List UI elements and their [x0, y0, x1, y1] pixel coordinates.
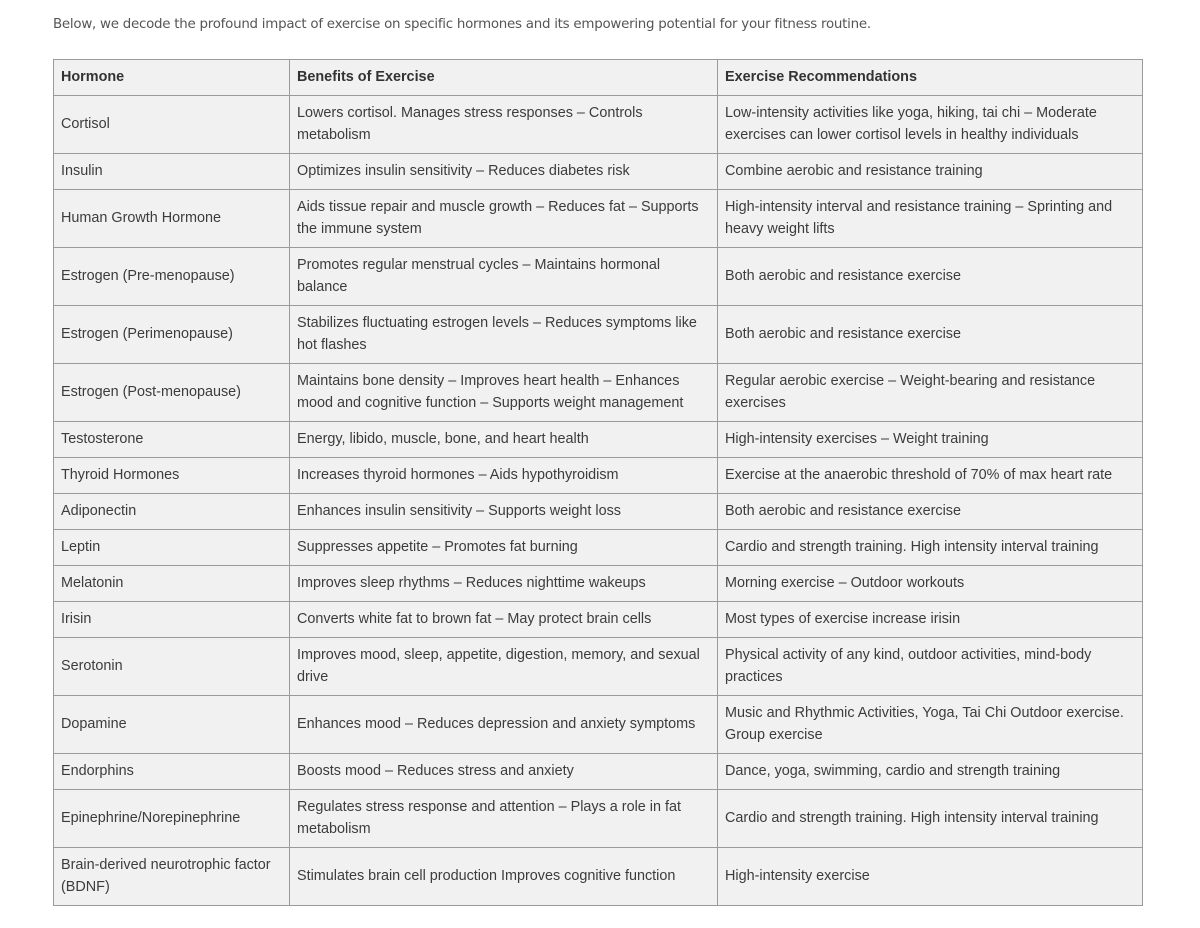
recommendations-cell: High-intensity exercise [718, 848, 1143, 906]
hormone-cell: Thyroid Hormones [54, 458, 290, 494]
table-row [54, 154, 1143, 190]
table-row [54, 602, 1143, 638]
hormone-cell: Cortisol [54, 96, 290, 154]
benefits-cell: Regulates stress response and attention – Plays a role in fat metabolism [290, 790, 718, 848]
recommendations-cell: Most types of exercise increase irisin [718, 602, 1143, 638]
hormone-exercise-table [53, 59, 1143, 906]
hormone-cell: Dopamine [54, 696, 290, 754]
recommendations-cell: High-intensity exercises – Weight training [718, 422, 1143, 458]
benefits-cell: Converts white fat to brown fat – May protect brain cells [290, 602, 718, 638]
hormone-cell: Leptin [54, 530, 290, 566]
recommendations-cell: Both aerobic and resistance exercise [718, 494, 1143, 530]
benefits-cell: Promotes regular menstrual cycles – Maintains hormonal balance [290, 248, 718, 306]
table-row [54, 566, 1143, 602]
hormone-cell: Estrogen (Pre-menopause) [54, 248, 290, 306]
hormone-cell: Insulin [54, 154, 290, 190]
hormone-cell: Estrogen (Post-menopause) [54, 364, 290, 422]
table-row [54, 754, 1143, 790]
benefits-cell: Boosts mood – Reduces stress and anxiety [290, 754, 718, 790]
recommendations-cell: Both aerobic and resistance exercise [718, 248, 1143, 306]
recommendations-cell: Cardio and strength training. High intensity interval training [718, 790, 1143, 848]
benefits-cell: Suppresses appetite – Promotes fat burning [290, 530, 718, 566]
hormone-cell: Adiponectin [54, 494, 290, 530]
table-row [54, 248, 1143, 306]
table-row [54, 696, 1143, 754]
benefits-cell: Improves mood, sleep, appetite, digestion, memory, and sexual drive [290, 638, 718, 696]
benefits-cell: Enhances insulin sensitivity – Supports weight loss [290, 494, 718, 530]
hormone-cell: Estrogen (Perimenopause) [54, 306, 290, 364]
benefits-cell: Maintains bone density – Improves heart health – Enhances mood and cognitive function – Supports weight management [290, 364, 718, 422]
hormone-cell: Human Growth Hormone [54, 190, 290, 248]
recommendations-cell: Cardio and strength training. High intensity interval training [718, 530, 1143, 566]
hormone-cell: Melatonin [54, 566, 290, 602]
hormone-cell: Brain-derived neurotrophic factor (BDNF) [54, 848, 290, 906]
hormone-cell: Irisin [54, 602, 290, 638]
header-recommendations: Exercise Recommendations [718, 60, 1143, 96]
table-row [54, 530, 1143, 566]
recommendations-cell: Morning exercise – Outdoor workouts [718, 566, 1143, 602]
benefits-cell: Aids tissue repair and muscle growth – Reduces fat – Supports the immune system [290, 190, 718, 248]
table-row [54, 96, 1143, 154]
hormone-cell: Testosterone [54, 422, 290, 458]
table-row [54, 306, 1143, 364]
table-row [54, 848, 1143, 906]
recommendations-cell: Dance, yoga, swimming, cardio and strength training [718, 754, 1143, 790]
recommendations-cell: Regular aerobic exercise – Weight-bearing and resistance exercises [718, 364, 1143, 422]
recommendations-cell: Music and Rhythmic Activities, Yoga, Tai Chi Outdoor exercise. Group exercise [718, 696, 1143, 754]
table-body [54, 96, 1143, 906]
benefits-cell: Improves sleep rhythms – Reduces nighttime wakeups [290, 566, 718, 602]
benefits-cell: Enhances mood – Reduces depression and anxiety symptoms [290, 696, 718, 754]
hormone-cell: Epinephrine/Norepinephrine [54, 790, 290, 848]
table-row [54, 190, 1143, 248]
table-row [54, 422, 1143, 458]
benefits-cell: Increases thyroid hormones – Aids hypothyroidism [290, 458, 718, 494]
table-row [54, 790, 1143, 848]
recommendations-cell: Physical activity of any kind, outdoor activities, mind-body practices [718, 638, 1143, 696]
header-benefits: Benefits of Exercise [290, 60, 718, 96]
benefits-cell: Stimulates brain cell production Improves cognitive function [290, 848, 718, 906]
header-hormone: Hormone [54, 60, 290, 96]
recommendations-cell: High-intensity interval and resistance training – Sprinting and heavy weight lifts [718, 190, 1143, 248]
table-row [54, 638, 1143, 696]
table-row [54, 458, 1143, 494]
benefits-cell: Energy, libido, muscle, bone, and heart health [290, 422, 718, 458]
benefits-cell: Stabilizes fluctuating estrogen levels – Reduces symptoms like hot flashes [290, 306, 718, 364]
hormone-cell: Endorphins [54, 754, 290, 790]
recommendations-cell: Low-intensity activities like yoga, hiking, tai chi – Moderate exercises can lower cortisol levels in healthy individuals [718, 96, 1143, 154]
intro-paragraph: Below, we decode the profound impact of exercise on specific hormones and its empowering potential for your fitness routine. [53, 17, 871, 32]
recommendations-cell: Both aerobic and resistance exercise [718, 306, 1143, 364]
hormone-cell: Serotonin [54, 638, 290, 696]
table-row [54, 494, 1143, 530]
recommendations-cell: Combine aerobic and resistance training [718, 154, 1143, 190]
table-row [54, 364, 1143, 422]
benefits-cell: Optimizes insulin sensitivity – Reduces diabetes risk [290, 154, 718, 190]
benefits-cell: Lowers cortisol. Manages stress responses – Controls metabolism [290, 96, 718, 154]
table-header-row [54, 60, 1143, 96]
recommendations-cell: Exercise at the anaerobic threshold of 70% of max heart rate [718, 458, 1143, 494]
